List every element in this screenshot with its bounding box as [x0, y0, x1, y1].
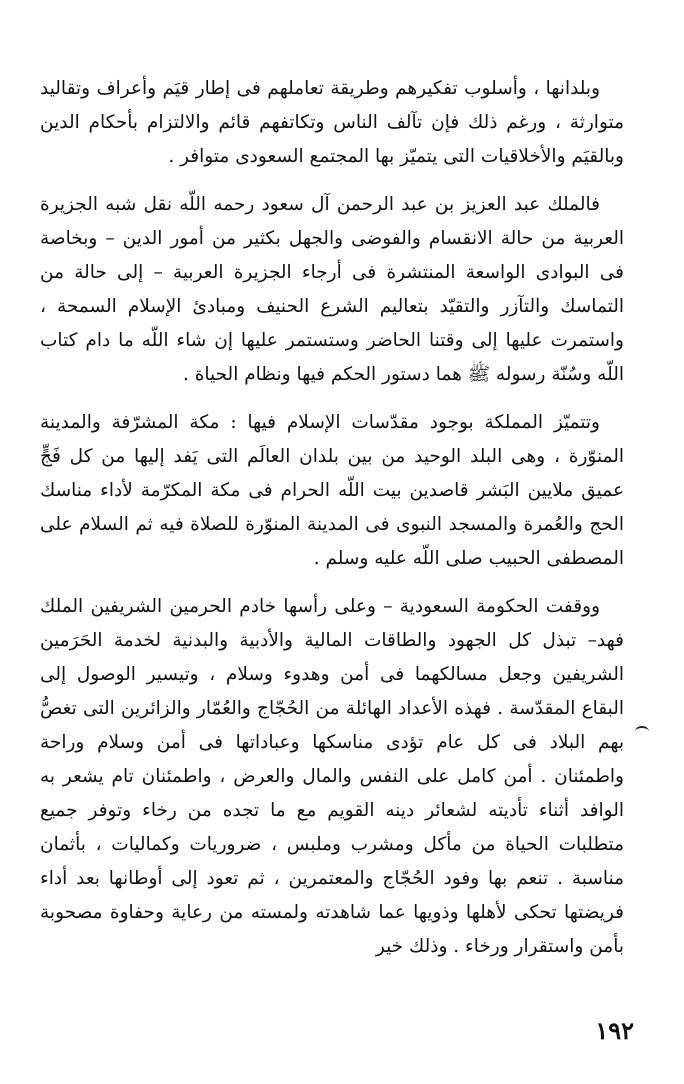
paragraph-3: وتتميّز المملكة بوجود مقدّسات الإسلام فيها : مكة المشرّفة والمدينة المنوّرة ، وهى البلد الوحيد من بين بلدان العالَم التى يَفد إليها من كل فَجٍّ عميق ملايين البَشر قاصدين بيت اللّه الحرام فى مكة المكرّمة لأداء مناسك الحج والعُمرة والمسجد النبوى فى المدينة المنوّرة للصلاة فيه ثم السلام على المصطفى الحبيب صلى اللّه عليه وسلم .	[40, 412, 624, 569]
body-text	[40, 72, 624, 978]
paragraph-2: فالملك عبد العزيز بن عبد الرحمن آل سعود رحمه اللّه نقل شبه الجزيرة العربية من حالة الانقسام والفوضى والجهل بكثير من أمور الدين – وبخاصة فى البوادى الواسعة المنتشرة فى أرجاء الجزيرة العربية – إلى حالة من التماسك والتآزر والتقيّد بتعاليم الشرع الحنيف ومبادئ الإسلام السمحة ، واستمرت عليها إلى وقتنا الحاضر وستستمر عليها إن شاء اللّه ما دام كتاب اللّه وسُنّة رسوله ﷺ هما دستور الحكم فيها ونظام الحياة .	[40, 194, 624, 385]
page-number: ١٩٢	[595, 1016, 634, 1045]
paragraph-1: وبلدانها ، وأسلوب تفكيرهم وطريقة تعاملهم فى إطار قيَم وأعراف وتقاليد متوارثة ، ورغم ذلك فإن تآلف الناس وتكاتفهم قائم والالتزام بأحكام الدين وبالقيَم والأخلاقيات التى يتميّز بها المجتمع السعودى متوافر .	[40, 78, 624, 167]
paragraph-4: ووقفت الحكومة السعودية – وعلى رأسها خادم الحرمين الشريفين الملك فهد– تبذل كل الجهود والطاقات المالية والأدبية والبدنية لخدمة الحَرَمين الشريفين وجعل مسالكهما فى أمن وهدوء وسلام ، وتيسير الوصول إلى البقاع المقدّسة . فهذه الأعداد الهائلة من الحُجّاج والعُمّار والزائرين التى تغصُّ بهم البلاد فى كل عام تؤدى مناسكها وعباداتها فى أمن وسلام وراحة واطمئنان . أمن كامل على النفس والمال والعرض ، واطمئنان تام يشعر به الوافد أثناء تأديته لشعائر دينه القويم مع ما تجده من رخاء وتوفر جميع متطلبات الحياة من مأكل ومشرب وملبس ، ضروريات وكماليات ، بأثمان مناسبة . تنعم بها وفود الحُجّاج والمعتمرين ، ثم تعود إلى أوطانها بعد أداء فريضتها تحكى لأهلها وذويها عما شاهدته ولمسته من رعاية وحفاوة مصحوبة بأمن واستقرار ورخاء . وذلك خير	[40, 596, 624, 957]
margin-mark-icon	[635, 726, 649, 737]
